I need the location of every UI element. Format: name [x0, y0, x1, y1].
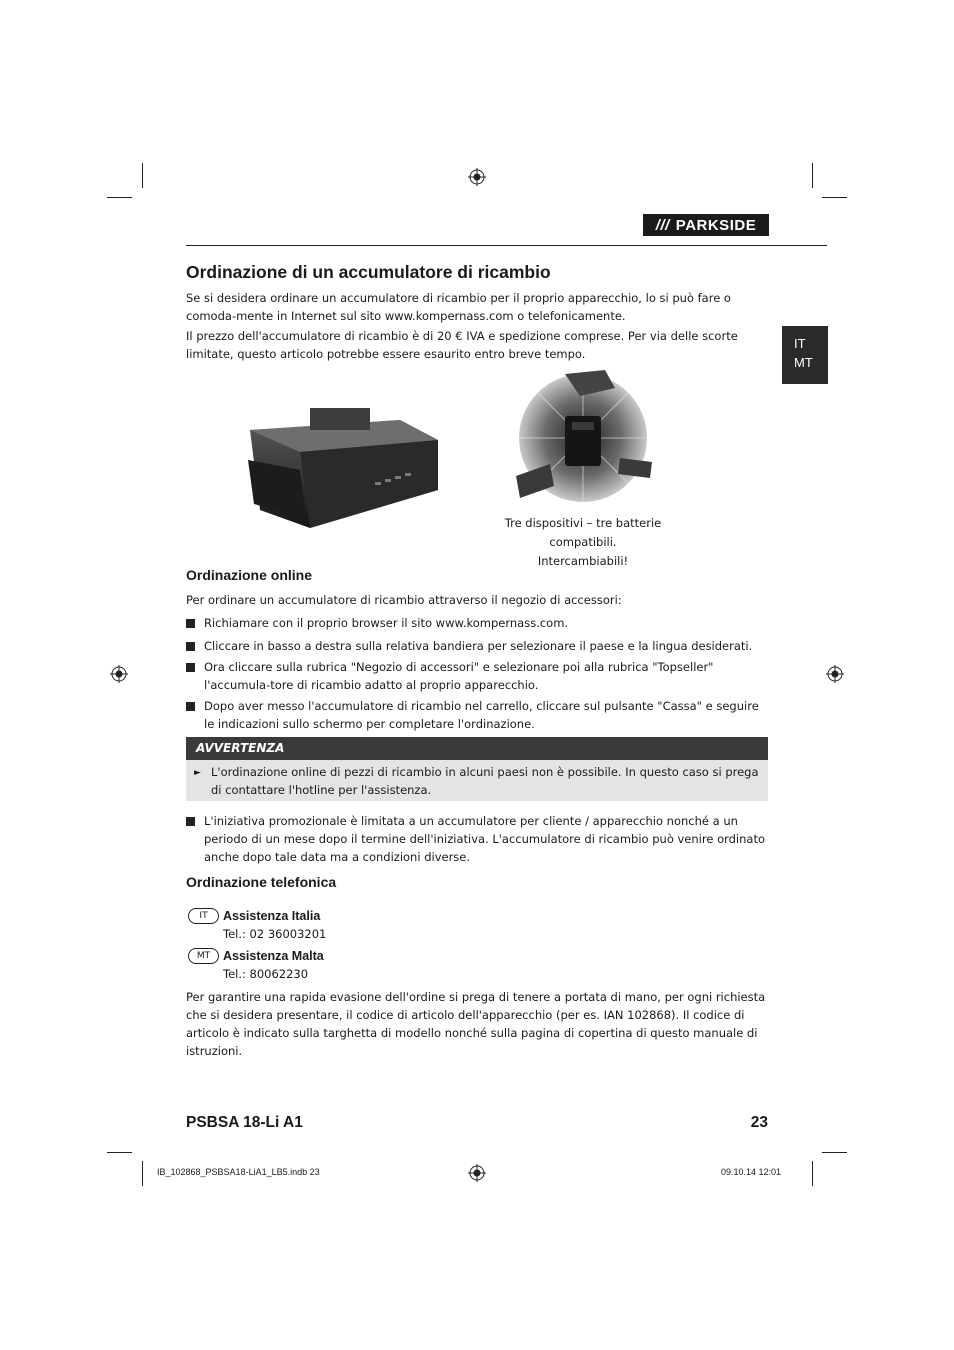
intro-paragraph: Se si desidera ordinare un accumulatore di ricambio per il proprio apparecchio, lo si può fare o comoda-mente in Internet sul sito www.kompernass.com o telefonicamente.: [186, 291, 731, 323]
price-paragraph: Il prezzo dell'accumulatore di ricambio è di 20 € IVA e spedizione comprese. Per via delle scorte limitate, questo articolo potrebbe essere esaurito entro breve tempo.: [186, 329, 738, 361]
contact-italy: [223, 907, 326, 943]
bullet-icon: [186, 619, 195, 628]
country-badge: MT: [188, 948, 219, 964]
list-item: Richiamare con il proprio browser il sito www.kompernass.com.: [186, 614, 768, 632]
bullet-icon: [186, 702, 195, 711]
warning-body: [186, 760, 768, 801]
language-code: MT: [794, 355, 813, 370]
brand-mark: ///: [655, 216, 670, 234]
contact-phone: Tel.: 80062230: [223, 967, 309, 981]
list-item: Cliccare in basso a destra sulla relativa bandiera per selezionare il paese e la lingua desiderati.: [186, 637, 768, 655]
crop-mark: [812, 163, 813, 188]
contact-name: Assistenza Italia: [223, 909, 321, 923]
list-item: Ora cliccare sulla rubrica "Negozio di accessori" e selezionare poi alla rubrica "Topseller" l'accumula-tore di ricambio adatto al proprio apparecchio.: [186, 658, 768, 694]
registration-mark-icon: [468, 1164, 486, 1182]
page-number: 23: [750, 1114, 768, 1131]
language-code: IT: [794, 336, 806, 351]
compatible-tools-image: [510, 366, 656, 502]
section-title: Ordinazione di un accumulatore di ricambio: [186, 262, 551, 282]
promo-note: L'iniziativa promozionale è limitata a un accumulatore per cliente / apparecchio nonché a un periodo di un mese dopo il termine dell'iniziativa. L'accumulatore di ricambio può venire ordinato anche dopo tale data ma a condizioni diverse.: [186, 812, 768, 866]
caption-line: Intercambiabili!: [537, 554, 629, 568]
warning-header: [186, 737, 768, 760]
file-slug: IB_102868_PSBSA18-LiA1_LB5.indb 23: [157, 1167, 320, 1177]
bullet-icon: [186, 663, 195, 672]
contact-phone: Tel.: 02 36003201: [223, 927, 327, 941]
warning-text: L'ordinazione online di pezzi di ricambio in alcuni paesi non è possibile. In questo caso si prega di contattare l'hotline per l'assistenza.: [211, 765, 759, 797]
contact-malta: [223, 947, 324, 983]
image-caption: [470, 514, 696, 571]
crop-mark: [107, 1152, 132, 1153]
header-rule: [186, 245, 827, 246]
brand-name: PARKSIDE: [675, 216, 757, 234]
contact-name: Assistenza Malta: [223, 949, 324, 963]
registration-mark-icon: [110, 665, 128, 683]
arrow-right-icon: ►: [194, 768, 201, 778]
timestamp-slug: 09.10.14 12:01: [721, 1167, 782, 1177]
crop-mark: [142, 163, 143, 188]
list-item: Dopo aver messo l'accumulatore di ricambio nel carrello, cliccare sul pulsante "Cassa" e seguire le indicazioni sullo schermo per completare l'ordinazione.: [186, 697, 768, 733]
crop-mark: [812, 1161, 813, 1186]
language-tab: [782, 326, 828, 384]
crop-mark: [107, 197, 132, 198]
registration-mark-icon: [826, 665, 844, 683]
crop-mark: [822, 1152, 847, 1153]
bullet-icon: [186, 642, 195, 651]
footer-model: PSBSA 18-Li A1: [186, 1114, 303, 1131]
crop-mark: [142, 1161, 143, 1186]
online-order-lead: Per ordinare un accumulatore di ricambio attraverso il negozio di accessori:: [186, 593, 622, 607]
caption-line: Tre dispositivi – tre batterie compatibili.: [504, 516, 662, 549]
crop-mark: [822, 197, 847, 198]
registration-mark-icon: [468, 168, 486, 186]
country-badge: IT: [188, 908, 219, 924]
brand-logo: [643, 214, 769, 236]
closing-paragraph: Per garantire una rapida evasione dell'ordine si prega di tenere a portata di mano, per ogni richiesta che si desidera presentare, il codice di articolo dell'apparecchio (per es. IAN 102868). Il codice di articolo è indicato sulla targhetta di modello nonché sulla pagina di copertina di questo manuale di istruzioni.: [186, 990, 766, 1058]
bullet-icon: [186, 817, 195, 826]
warning-title: AVVERTENZA: [196, 741, 285, 755]
phone-order-heading: Ordinazione telefonica: [186, 874, 337, 890]
battery-image: [240, 400, 444, 535]
online-order-heading: Ordinazione online: [186, 567, 313, 583]
